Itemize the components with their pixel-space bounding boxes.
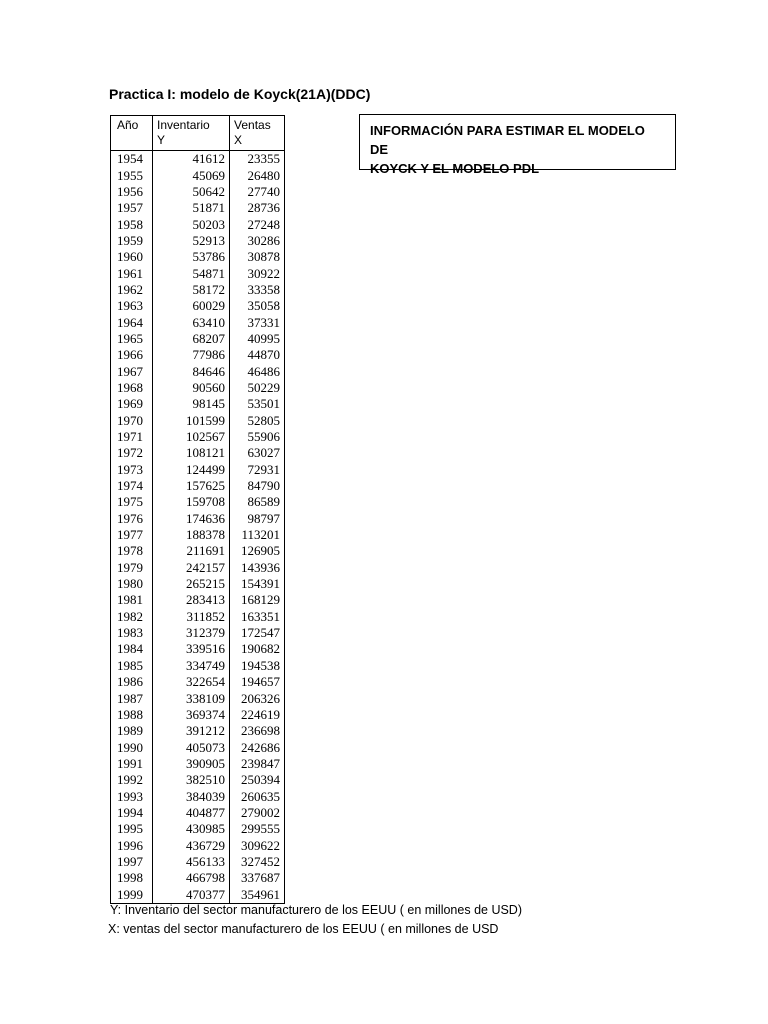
sales-cell: 33358 [230, 282, 285, 298]
year-cell: 1971 [117, 429, 143, 445]
year-cell: 1976 [117, 510, 143, 526]
inventory-cell: 53786 [153, 249, 230, 265]
year-cell: 1990 [117, 739, 143, 755]
table-row [111, 167, 285, 183]
year-cell: 1964 [117, 314, 143, 330]
table-row [111, 821, 285, 837]
sales-cell: 327452 [230, 854, 285, 870]
inventory-cell: 339516 [153, 641, 230, 657]
table-row [111, 396, 285, 412]
inventory-cell: 101599 [153, 413, 230, 429]
inventory-cell: 157625 [153, 478, 230, 494]
table-row [111, 511, 285, 527]
table-row [111, 216, 285, 232]
inventory-cell: 102567 [153, 429, 230, 445]
sales-cell: 37331 [230, 314, 285, 330]
sales-cell: 168129 [230, 592, 285, 608]
inventory-cell: 312379 [153, 625, 230, 641]
year-cell: 1982 [117, 608, 143, 624]
table-row [111, 363, 285, 379]
inventory-cell: 54871 [153, 265, 230, 281]
year-cell: 1987 [117, 690, 143, 706]
year-cell: 1989 [117, 723, 143, 739]
inventory-cell: 265215 [153, 576, 230, 592]
inventory-cell: 390905 [153, 756, 230, 772]
inventory-cell: 384039 [153, 788, 230, 804]
inventory-cell: 470377 [153, 886, 230, 903]
year-cell: 1983 [117, 625, 143, 641]
year-cell: 1974 [117, 478, 143, 494]
sales-cell: 55906 [230, 429, 285, 445]
inventory-cell: 466798 [153, 870, 230, 886]
sales-cell: 30286 [230, 233, 285, 249]
table-row [111, 478, 285, 494]
inventory-cell: 211691 [153, 543, 230, 559]
inventory-cell: 382510 [153, 772, 230, 788]
table-row [111, 609, 285, 625]
table-row [111, 445, 285, 461]
x-variable-note: X: ventas del sector manufacturero de los EEUU ( en millones de USD [108, 922, 499, 936]
year-cell: 1999 [117, 886, 143, 902]
table-row [111, 641, 285, 657]
year-cell: 1969 [117, 396, 143, 412]
year-cell: 1955 [117, 167, 143, 183]
table-row [111, 625, 285, 641]
inventory-cell: 188378 [153, 527, 230, 543]
year-cell: 1966 [117, 347, 143, 363]
year-cell: 1968 [117, 379, 143, 395]
sales-cell: 236698 [230, 723, 285, 739]
sales-cell: 239847 [230, 756, 285, 772]
sales-cell: 163351 [230, 609, 285, 625]
sales-cell: 84790 [230, 478, 285, 494]
sales-cell: 50229 [230, 380, 285, 396]
sales-cell: 72931 [230, 462, 285, 478]
sales-cell: 27248 [230, 216, 285, 232]
sales-cell: 35058 [230, 298, 285, 314]
sales-cell: 26480 [230, 167, 285, 183]
year-cell: 1957 [117, 200, 143, 216]
sales-cell: 63027 [230, 445, 285, 461]
header-year: Año [111, 116, 153, 151]
table-row [111, 576, 285, 592]
inventory-cell: 52913 [153, 233, 230, 249]
table-row [111, 674, 285, 690]
table-row [111, 413, 285, 429]
inventory-cell: 311852 [153, 609, 230, 625]
year-cell: 1954 [117, 151, 143, 167]
sales-cell: 354961 [230, 886, 285, 903]
year-cell: 1981 [117, 592, 143, 608]
y-variable-note: Y: Inventario del sector manufacturero de los EEUU ( en millones de USD) [110, 903, 522, 917]
inventory-cell: 369374 [153, 707, 230, 723]
year-cell: 1979 [117, 559, 143, 575]
table-row [111, 854, 285, 870]
year-cell: 1958 [117, 216, 143, 232]
year-cell: 1984 [117, 641, 143, 657]
inventory-cell: 242157 [153, 560, 230, 576]
year-cell: 1975 [117, 494, 143, 510]
sales-cell: 98797 [230, 511, 285, 527]
inventory-cell: 405073 [153, 739, 230, 755]
inventory-cell: 77986 [153, 347, 230, 363]
table-row [111, 805, 285, 821]
table-row [111, 233, 285, 249]
year-cell: 1959 [117, 232, 143, 248]
year-cell: 1998 [117, 870, 143, 886]
inventory-cell: 68207 [153, 331, 230, 347]
table-row [111, 772, 285, 788]
inventory-cell: 41612 [153, 151, 230, 168]
table-row [111, 690, 285, 706]
year-cell: 1994 [117, 804, 143, 820]
table-row [111, 347, 285, 363]
sales-cell: 279002 [230, 805, 285, 821]
year-cell: 1988 [117, 706, 143, 722]
sales-cell: 260635 [230, 788, 285, 804]
sales-cell: 194538 [230, 658, 285, 674]
sales-cell: 299555 [230, 821, 285, 837]
inventory-cell: 391212 [153, 723, 230, 739]
year-cell: 1963 [117, 298, 143, 314]
sales-cell: 337687 [230, 870, 285, 886]
table-row [111, 494, 285, 510]
table-row [111, 331, 285, 347]
inventory-cell: 430985 [153, 821, 230, 837]
inventory-cell: 283413 [153, 592, 230, 608]
table-row [111, 429, 285, 445]
inventory-cell: 159708 [153, 494, 230, 510]
year-cell: 1978 [117, 543, 143, 559]
table-row [111, 756, 285, 772]
inventory-cell: 45069 [153, 167, 230, 183]
table-row [111, 707, 285, 723]
sales-cell: 250394 [230, 772, 285, 788]
table-row [111, 314, 285, 330]
table-row [111, 200, 285, 216]
sales-cell: 53501 [230, 396, 285, 412]
inventory-cell: 50642 [153, 184, 230, 200]
inventory-cell: 50203 [153, 216, 230, 232]
sales-cell: 190682 [230, 641, 285, 657]
table-row [111, 592, 285, 608]
inventory-cell: 108121 [153, 445, 230, 461]
info-box-line-1: INFORMACIÓN PARA ESTIMAR EL MODELO DE [370, 123, 645, 157]
info-box-line-2: KOYCK Y EL MODELO PDL [370, 161, 540, 176]
table-row [111, 837, 285, 853]
inventory-cell: 322654 [153, 674, 230, 690]
table-row [111, 184, 285, 200]
year-cell: 1996 [117, 837, 143, 853]
document-title: Practica I: modelo de Koyck(21A)(DDC) [109, 86, 371, 102]
year-cell: 1965 [117, 330, 143, 346]
table-row [111, 151, 285, 168]
year-cell: 1962 [117, 281, 143, 297]
year-cell: 1995 [117, 821, 143, 837]
inventory-cell: 63410 [153, 314, 230, 330]
data-table [110, 115, 285, 904]
sales-cell: 143936 [230, 560, 285, 576]
table-row [111, 886, 285, 903]
sales-cell: 309622 [230, 837, 285, 853]
table-row [111, 298, 285, 314]
sales-cell: 27740 [230, 184, 285, 200]
sales-cell: 52805 [230, 413, 285, 429]
year-cell: 1986 [117, 674, 143, 690]
table-row [111, 560, 285, 576]
sales-cell: 23355 [230, 151, 285, 168]
sales-cell: 44870 [230, 347, 285, 363]
inventory-cell: 174636 [153, 511, 230, 527]
sales-cell: 194657 [230, 674, 285, 690]
table-row [111, 870, 285, 886]
year-cell: 1970 [117, 412, 143, 428]
year-cell: 1972 [117, 445, 143, 461]
table-row [111, 265, 285, 281]
table-row [111, 739, 285, 755]
sales-cell: 40995 [230, 331, 285, 347]
sales-cell: 46486 [230, 363, 285, 379]
inventory-cell: 404877 [153, 805, 230, 821]
sales-cell: 242686 [230, 739, 285, 755]
year-cell: 1967 [117, 363, 143, 379]
year-cell: 1961 [117, 265, 143, 281]
table-row [111, 380, 285, 396]
sales-cell: 113201 [230, 527, 285, 543]
year-cell: 1980 [117, 576, 143, 592]
header-sales: Ventas X [230, 116, 285, 151]
inventory-cell: 84646 [153, 363, 230, 379]
inventory-cell: 51871 [153, 200, 230, 216]
table-row [111, 462, 285, 478]
year-cell: 1960 [117, 249, 143, 265]
sales-cell: 154391 [230, 576, 285, 592]
sales-cell: 30878 [230, 249, 285, 265]
year-cell: 1985 [117, 657, 143, 673]
table-row [111, 788, 285, 804]
info-box [359, 114, 676, 176]
sales-cell: 86589 [230, 494, 285, 510]
table-body [111, 151, 285, 904]
sales-cell: 126905 [230, 543, 285, 559]
sales-cell: 224619 [230, 707, 285, 723]
inventory-cell: 90560 [153, 380, 230, 396]
table-row [111, 282, 285, 298]
inventory-cell: 60029 [153, 298, 230, 314]
year-cell: 1973 [117, 461, 143, 477]
inventory-cell: 98145 [153, 396, 230, 412]
table-row [111, 658, 285, 674]
inventory-cell: 436729 [153, 837, 230, 853]
sales-cell: 172547 [230, 625, 285, 641]
year-cell: 1977 [117, 527, 143, 543]
inventory-cell: 58172 [153, 282, 230, 298]
inventory-cell: 124499 [153, 462, 230, 478]
inventory-cell: 338109 [153, 690, 230, 706]
sales-cell: 30922 [230, 265, 285, 281]
inventory-cell: 334749 [153, 658, 230, 674]
inventory-cell: 456133 [153, 854, 230, 870]
table-row [111, 527, 285, 543]
year-cell: 1956 [117, 183, 143, 199]
table-row [111, 723, 285, 739]
table-header-row [111, 116, 285, 151]
year-cell: 1991 [117, 755, 143, 771]
sales-cell: 28736 [230, 200, 285, 216]
header-inventory: Inventario Y [153, 116, 230, 151]
sales-cell: 206326 [230, 690, 285, 706]
year-cell: 1993 [117, 788, 143, 804]
year-cell: 1992 [117, 772, 143, 788]
table-row [111, 543, 285, 559]
table-row [111, 249, 285, 265]
year-cell: 1997 [117, 853, 143, 869]
